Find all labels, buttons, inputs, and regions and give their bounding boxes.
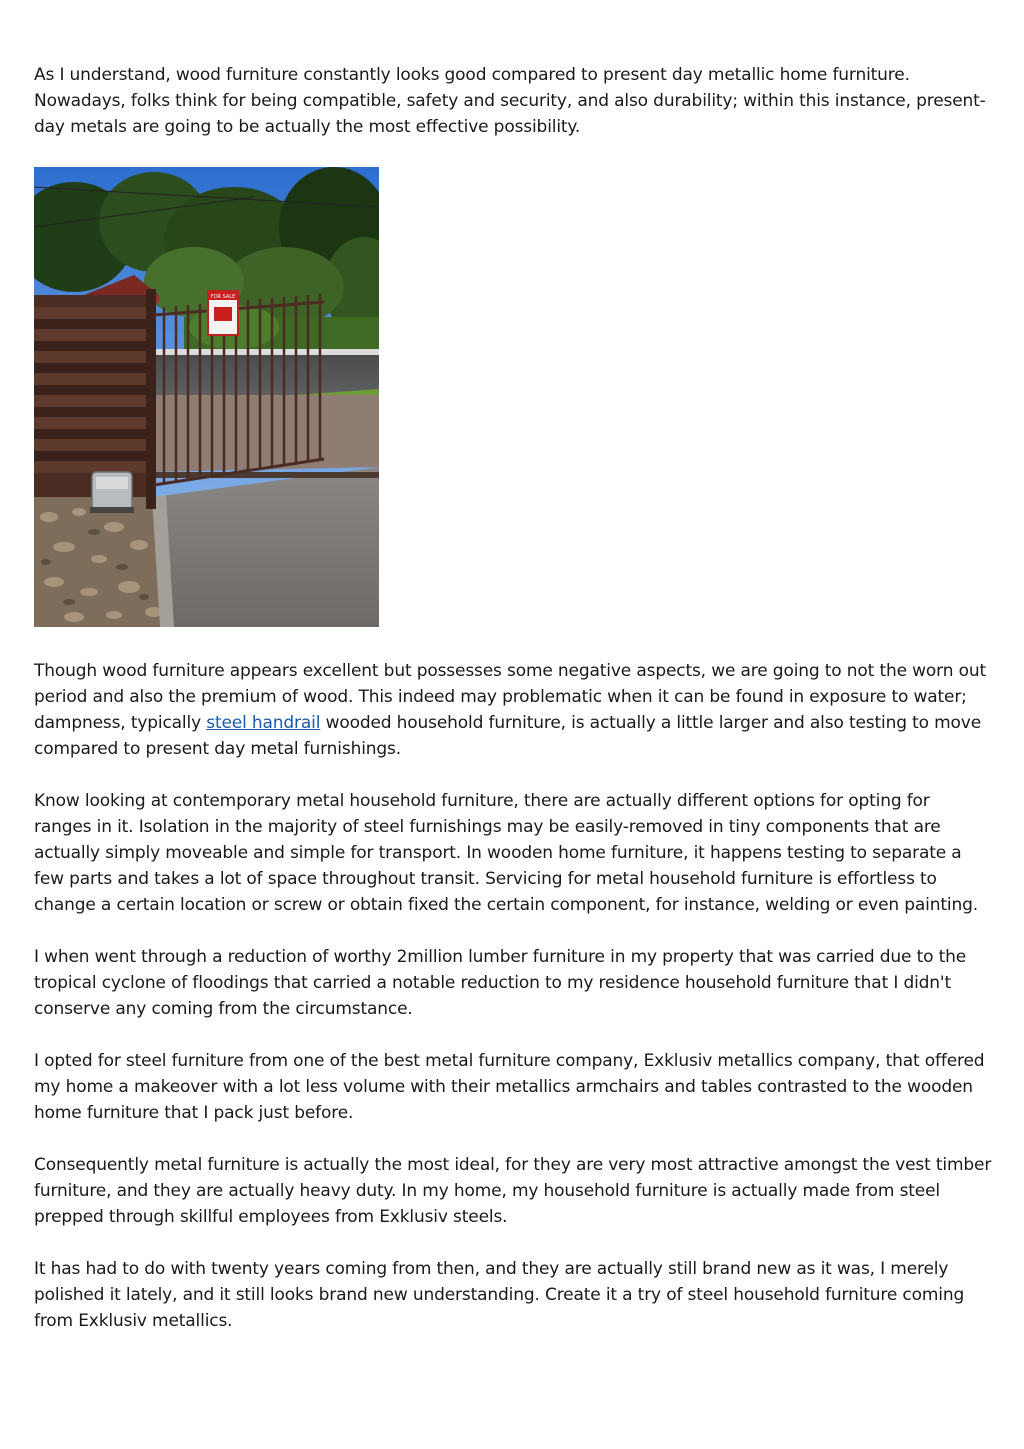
paragraph-3: Know looking at contemporary metal household furniture, there are actually different options for opting for ranges in it. Isolation in the majority of steel furnishings may be easily-removed in tiny components that are actually simply moveable and simple for transport. In wooden home furniture, it happens testing to separate a few parts and takes a lot of space throughout transit. Servicing for metal household furniture is effortless to change a certain location or screw or obtain fixed the certain component, for instance, welding or even painting. [34,791,978,915]
paragraph-2-text-b: wooded household furniture, is actually a little larger and also testing to move compared to present day metal furnishings. [34,713,981,759]
paragraph-intro: As I understand, wood furniture constantly looks good compared to present day metallic home furniture. Nowadays, folks think for being compatible, safety and security, and also durability; within this instance, present-day metals are going to be actually the most effective possibility. [34,65,986,137]
paragraph-2 [34,658,992,762]
article-body [34,62,992,1334]
paragraph-2-text-a: Though wood furniture appears excellent but possesses some negative aspects, we are going to not the worn out period and also the premium of wood. This indeed may problematic when it can be found in exposure to water; dampness, typically [34,661,986,733]
paragraph-6: Consequently metal furniture is actually the most ideal, for they are very most attractive amongst the vest timber furniture, and they are actually heavy duty. In my home, my household furniture is actually made from steel prepped through skillful employees from Exklusiv steels. [34,1155,992,1227]
steel-handrail-link[interactable]: steel handrail [206,713,321,733]
gate-photo [34,167,379,627]
sign-text: FOR SALE [210,294,236,300]
paragraph-7: It has had to do with twenty years coming from then, and they are actually still brand new as it was, I merely polished it lately, and it still looks brand new understanding. Create it a try of steel household furniture coming from Exklusiv metallics. [34,1259,965,1331]
paragraph-4: I when went through a reduction of worthy 2million lumber furniture in my property that was carried due to the tropical cyclone of floodings that carried a notable reduction to my residence household furniture that I didn't conserve any coming from the circumstance. [34,947,967,1019]
paragraph-5: I opted for steel furniture from one of the best metal furniture company, Exklusiv metallics company, that offered my home a makeover with a lot less volume with their metallics armchairs and tables contrasted to the wooden home furniture that I pack just before. [34,1051,985,1123]
